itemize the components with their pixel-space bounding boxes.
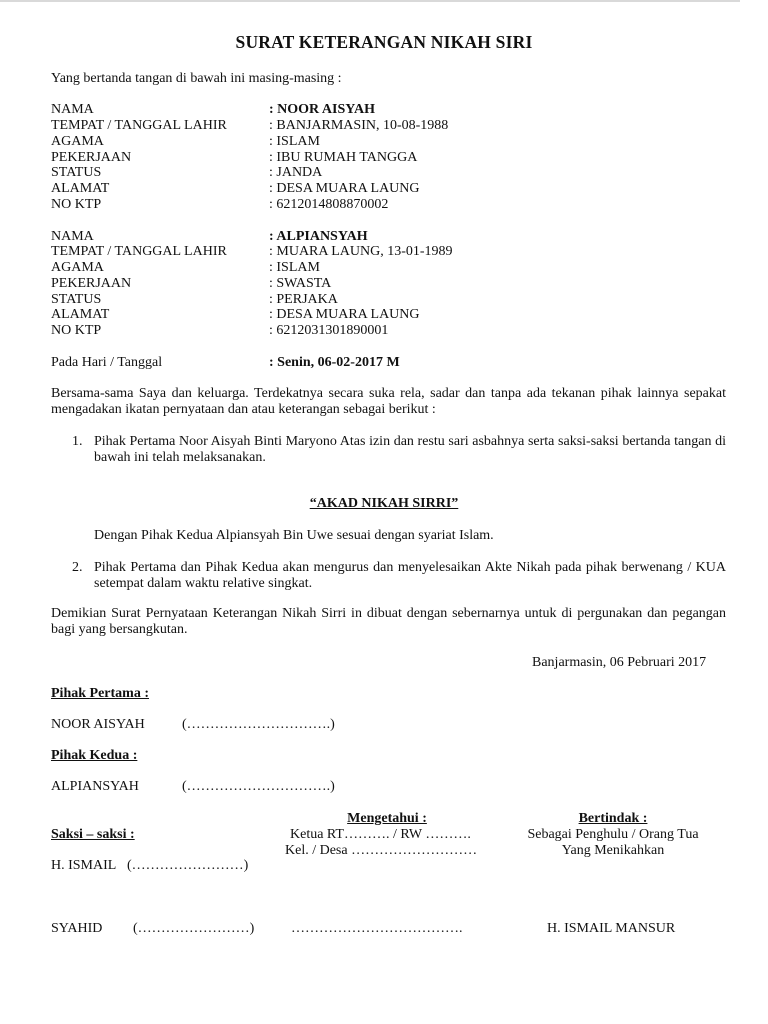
field-value: : 6212014808870002 (269, 197, 389, 212)
witness1-signature: (……………………) (127, 858, 249, 873)
person2-row-ktp (51, 323, 731, 339)
field-value: : ISLAM (269, 134, 320, 149)
person1-row-name (51, 102, 731, 118)
field-label: AGAMA (51, 260, 104, 275)
pihak-pertama-signature: (………………………….) (182, 717, 335, 732)
saksi-heading: Saksi – saksi : (51, 827, 135, 842)
pihak-kedua-signature: (………………………….) (182, 779, 335, 794)
field-label: STATUS (51, 165, 102, 180)
person2-row-religion (51, 260, 731, 276)
person2-row-name (51, 229, 731, 245)
place-date: Banjarmasin, 06 Pebruari 2017 (532, 655, 707, 670)
field-label: AGAMA (51, 134, 104, 149)
item2-number: 2. (72, 560, 83, 575)
witness2-signature: (……………………) (133, 921, 255, 936)
mengetahui-line1: Ketua RT………. / RW ………. (290, 827, 471, 842)
document-title: SURAT KETERANGAN NIKAH SIRI (235, 32, 533, 52)
field-label: NAMA (51, 102, 94, 117)
pihak-kedua-heading: Pihak Kedua : (51, 748, 138, 763)
field-value: : SWASTA (269, 276, 332, 291)
field-label: PEKERJAAN (51, 150, 132, 165)
field-label: PEKERJAAN (51, 276, 132, 291)
item1-number: 1. (72, 434, 83, 449)
witness2-name: SYAHID (51, 921, 103, 936)
person2-row-address (51, 307, 731, 323)
akad-heading: “AKAD NIKAH SIRRI” (309, 496, 459, 511)
pihak-kedua-name: ALPIANSYAH (51, 779, 139, 794)
person1-row-religion (51, 134, 731, 150)
person1-row-occupation (51, 150, 731, 166)
mengetahui-heading: Mengetahui : (347, 811, 427, 826)
field-value: : BANJARMASIN, 10-08-1988 (269, 118, 449, 133)
bertindak-line2: Yang Menikahkan (561, 843, 665, 858)
paragraph-agreement: Bersama-sama Saya dan keluarga. Terdekatnya secara suka rela, sadar dan tanpa ada tekanan pihak lainnya sepakat mengadakan ikatan pernyataan dan atau keterangan sebagai berikut : (51, 386, 726, 417)
rt-signature-line: ………………………………. (291, 921, 463, 936)
field-value: : DESA MUARA LAUNG (269, 307, 420, 322)
person2-row-occupation (51, 276, 731, 292)
field-value: : ALPIANSYAH (269, 229, 368, 244)
field-label: TEMPAT / TANGGAL LAHIR (51, 244, 227, 259)
field-value: : 6212031301890001 (269, 323, 389, 338)
field-value: : DESA MUARA LAUNG (269, 181, 420, 196)
field-label: Pada Hari / Tanggal (51, 355, 163, 370)
field-value: : Senin, 06-02-2017 M (269, 355, 400, 370)
top-border (0, 0, 740, 2)
field-label: ALAMAT (51, 307, 110, 322)
field-value: : JANDA (269, 165, 323, 180)
pihak-pertama-heading: Pihak Pertama : (51, 686, 149, 701)
mengetahui-line2: Kel. / Desa ……………………… (285, 843, 478, 858)
field-value: : NOOR AISYAH (269, 102, 376, 117)
field-label: STATUS (51, 292, 102, 307)
field-value: : PERJAKA (269, 292, 338, 307)
item2-text: Pihak Pertama dan Pihak Kedua akan mengurus dan menyelesaikan Akte Nikah pada pihak berwenang / KUA setempat dalam waktu relative singkat. (94, 560, 726, 591)
person1-row-birth (51, 118, 731, 134)
person1-row-ktp (51, 197, 731, 213)
person1-row-status (51, 165, 731, 181)
intro-text: Yang bertanda tangan di bawah ini masing-masing : (51, 71, 342, 86)
field-label: NAMA (51, 229, 94, 244)
officiant-name: H. ISMAIL MANSUR (547, 921, 676, 936)
akad-text: Dengan Pihak Kedua Alpiansyah Bin Uwe sesuai dengan syariat Islam. (94, 528, 494, 543)
ceremony-date-row (51, 355, 731, 371)
person1-row-address (51, 181, 731, 197)
item1-text: Pihak Pertama Noor Aisyah Binti Maryono Atas izin dan restu sari asbahnya serta saksi-saksi bertanda tangan di bawah ini telah melaksanakan. (94, 434, 726, 465)
field-value: : ISLAM (269, 260, 320, 275)
field-value: : IBU RUMAH TANGGA (269, 150, 418, 165)
closing-paragraph: Demikian Surat Pernyataan Keterangan Nikah Sirri in dibuat dengan sebernarnya untuk di pergunakan dan pegangan bagi yang bersangkutan. (51, 606, 726, 637)
field-label: ALAMAT (51, 181, 110, 196)
field-label: NO KTP (51, 197, 102, 212)
bertindak-heading: Bertindak : (578, 811, 648, 826)
witness1-name: H. ISMAIL (51, 858, 117, 873)
field-label: TEMPAT / TANGGAL LAHIR (51, 118, 227, 133)
person2-row-status (51, 292, 731, 308)
pihak-pertama-name: NOOR AISYAH (51, 717, 145, 732)
person2-row-birth (51, 244, 731, 260)
field-value: : MUARA LAUNG, 13-01-1989 (269, 244, 453, 259)
field-label: NO KTP (51, 323, 102, 338)
bertindak-line1: Sebagai Penghulu / Orang Tua (527, 827, 699, 842)
